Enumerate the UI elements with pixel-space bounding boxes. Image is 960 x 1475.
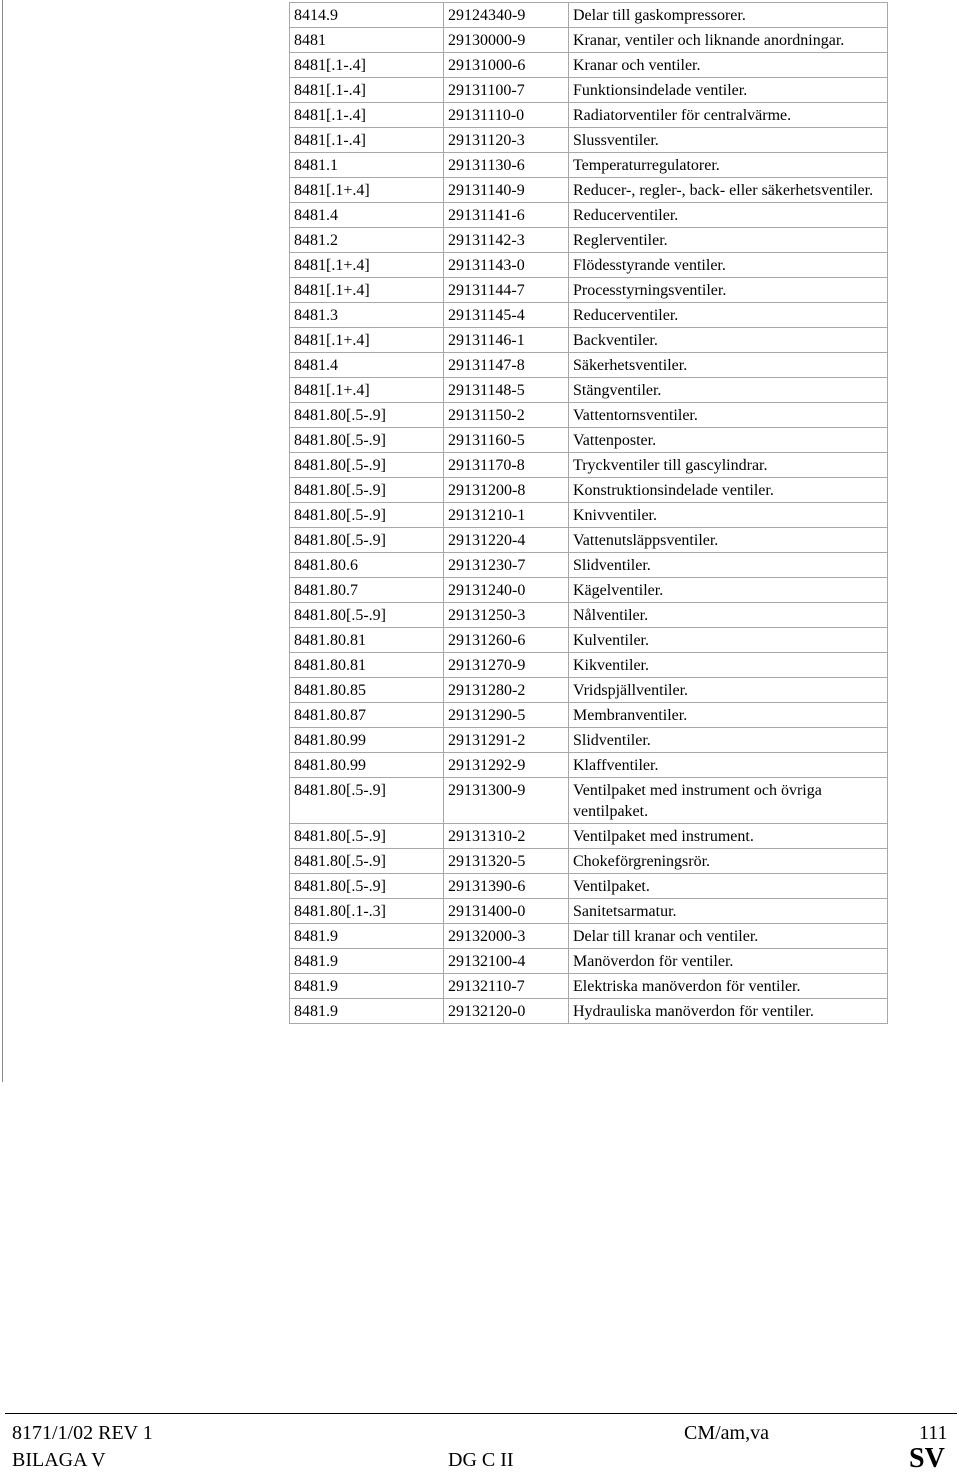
table-row [290, 949, 888, 974]
footer-doc-ref: 8171/1/02 REV 1 [12, 1422, 153, 1444]
table-row [290, 378, 888, 403]
description-cell: Elektriska manöverdon för ventiler. [569, 974, 888, 999]
table-row [290, 653, 888, 678]
footer-dg: DG C II [448, 1449, 514, 1471]
table-row [290, 178, 888, 203]
table-row [290, 78, 888, 103]
table-row [290, 603, 888, 628]
description-cell: Stängventiler. [569, 378, 888, 403]
hs-code-cell: 8481 [290, 28, 444, 53]
cpv-code-cell: 29132000-3 [444, 924, 569, 949]
hs-code-cell: 8481.80[.5-.9] [290, 478, 444, 503]
description-cell: Reglerventiler. [569, 228, 888, 253]
cpv-code-cell: 29131148-5 [444, 378, 569, 403]
table-row [290, 849, 888, 874]
hs-code-cell: 8481.80[.1-.3] [290, 899, 444, 924]
cpv-code-cell: 29131141-6 [444, 203, 569, 228]
table-row [290, 678, 888, 703]
hs-code-cell: 8481[.1-.4] [290, 53, 444, 78]
code-table-container [289, 2, 887, 1024]
cpv-code-cell: 29131250-3 [444, 603, 569, 628]
description-cell: Backventiler. [569, 328, 888, 353]
cpv-code-cell: 29131170-8 [444, 453, 569, 478]
hs-code-cell: 8481.80[.5-.9] [290, 824, 444, 849]
description-cell: Flödesstyrande ventiler. [569, 253, 888, 278]
table-row [290, 628, 888, 653]
cpv-code-cell: 29131320-5 [444, 849, 569, 874]
table-row [290, 128, 888, 153]
hs-code-cell: 8481.9 [290, 924, 444, 949]
description-cell: Ventilpaket med instrument. [569, 824, 888, 849]
cpv-code-cell: 29131240-0 [444, 578, 569, 603]
cpv-code-cell: 29131140-9 [444, 178, 569, 203]
cpv-code-cell: 29131144-7 [444, 278, 569, 303]
hs-code-cell: 8481[.1+.4] [290, 328, 444, 353]
description-cell: Slidventiler. [569, 728, 888, 753]
hs-code-cell: 8481.80.81 [290, 628, 444, 653]
description-cell: Processtyrningsventiler. [569, 278, 888, 303]
hs-code-cell: 8481.9 [290, 949, 444, 974]
hs-code-cell: 8481.1 [290, 153, 444, 178]
table-row [290, 974, 888, 999]
footer-language: SV [909, 1443, 945, 1474]
table-row [290, 328, 888, 353]
hs-code-cell: 8481.80[.5-.9] [290, 528, 444, 553]
cpv-code-cell: 29131270-9 [444, 653, 569, 678]
hs-code-cell: 8481.80[.5-.9] [290, 849, 444, 874]
table-row [290, 503, 888, 528]
description-cell: Kranar och ventiler. [569, 53, 888, 78]
hs-code-cell: 8414.9 [290, 3, 444, 28]
hs-code-cell: 8481.80[.5-.9] [290, 453, 444, 478]
description-cell: Delar till gaskompressorer. [569, 3, 888, 28]
table-row [290, 553, 888, 578]
description-cell: Sanitetsarmatur. [569, 899, 888, 924]
table-row [290, 478, 888, 503]
cpv-code-cell: 29131100-7 [444, 78, 569, 103]
hs-code-cell: 8481.80[.5-.9] [290, 403, 444, 428]
hs-code-cell: 8481.80[.5-.9] [290, 603, 444, 628]
cpv-code-cell: 29131130-6 [444, 153, 569, 178]
hs-code-cell: 8481.80[.5-.9] [290, 874, 444, 899]
footer-rule [5, 1413, 957, 1414]
description-cell: Vridspjällventiler. [569, 678, 888, 703]
description-cell: Membranventiler. [569, 703, 888, 728]
hs-code-cell: 8481.4 [290, 353, 444, 378]
hs-code-cell: 8481[.1+.4] [290, 378, 444, 403]
cpv-code-cell: 29131291-2 [444, 728, 569, 753]
table-row [290, 228, 888, 253]
cpv-code-cell: 29131145-4 [444, 303, 569, 328]
description-cell: Reducerventiler. [569, 303, 888, 328]
table-row [290, 103, 888, 128]
hs-code-cell: 8481.80[.5-.9] [290, 503, 444, 528]
table-row [290, 428, 888, 453]
description-cell: Vattentornsventiler. [569, 403, 888, 428]
description-cell: Delar till kranar och ventiler. [569, 924, 888, 949]
table-row [290, 353, 888, 378]
cpv-code-cell: 29131400-0 [444, 899, 569, 924]
description-cell: Kranar, ventiler och liknande anordningar. [569, 28, 888, 53]
hs-code-cell: 8481.9 [290, 974, 444, 999]
description-cell: Kägelventiler. [569, 578, 888, 603]
table-row [290, 28, 888, 53]
table-row [290, 153, 888, 178]
description-cell: Chokeförgreningsrör. [569, 849, 888, 874]
table-row [290, 278, 888, 303]
description-cell: Reducer-, regler-, back- eller säkerhetsventiler. [569, 178, 888, 203]
table-row [290, 203, 888, 228]
cpv-code-cell: 29131150-2 [444, 403, 569, 428]
cpv-code-cell: 29131300-9 [444, 778, 569, 824]
description-cell: Reducerventiler. [569, 203, 888, 228]
description-cell: Manöverdon för ventiler. [569, 949, 888, 974]
hs-code-cell: 8481.80[.5-.9] [290, 428, 444, 453]
hs-code-cell: 8481[.1+.4] [290, 278, 444, 303]
cpv-code-cell: 29131143-0 [444, 253, 569, 278]
hs-code-cell: 8481.80.6 [290, 553, 444, 578]
description-cell: Temperaturregulatorer. [569, 153, 888, 178]
table-row [290, 899, 888, 924]
cpv-code-cell: 29131142-3 [444, 228, 569, 253]
cpv-code-cell: 29132120-0 [444, 999, 569, 1024]
footer-page-number: 111 [919, 1422, 948, 1444]
hs-code-cell: 8481[.1-.4] [290, 128, 444, 153]
cpv-code-cell: 29131160-5 [444, 428, 569, 453]
cpv-code-cell: 29124340-9 [444, 3, 569, 28]
description-cell: Funktionsindelade ventiler. [569, 78, 888, 103]
left-margin-rule [2, 0, 3, 1082]
cpv-code-cell: 29132100-4 [444, 949, 569, 974]
description-cell: Radiatorventiler för centralvärme. [569, 103, 888, 128]
table-row [290, 403, 888, 428]
description-cell: Nålventiler. [569, 603, 888, 628]
description-cell: Kikventiler. [569, 653, 888, 678]
table-row [290, 874, 888, 899]
description-cell: Slussventiler. [569, 128, 888, 153]
table-row [290, 824, 888, 849]
cpv-code-cell: 29131280-2 [444, 678, 569, 703]
description-cell: Kulventiler. [569, 628, 888, 653]
description-cell: Slidventiler. [569, 553, 888, 578]
cpv-code-cell: 29131230-7 [444, 553, 569, 578]
description-cell: Säkerhetsventiler. [569, 353, 888, 378]
table-row [290, 703, 888, 728]
table-row [290, 999, 888, 1024]
hs-code-cell: 8481.80.85 [290, 678, 444, 703]
description-cell: Klaffventiler. [569, 753, 888, 778]
table-row [290, 3, 888, 28]
table-row [290, 578, 888, 603]
table-row [290, 728, 888, 753]
cpv-code-cell: 29130000-9 [444, 28, 569, 53]
description-cell: Knivventiler. [569, 503, 888, 528]
description-cell: Vattenutsläppsventiler. [569, 528, 888, 553]
cpv-code-cell: 29131200-8 [444, 478, 569, 503]
hs-code-cell: 8481.2 [290, 228, 444, 253]
hs-code-cell: 8481.4 [290, 203, 444, 228]
code-table-body [290, 3, 888, 1024]
hs-code-cell: 8481[.1+.4] [290, 178, 444, 203]
cpv-code-cell: 29131210-1 [444, 503, 569, 528]
cpv-code-cell: 29131110-0 [444, 103, 569, 128]
hs-code-cell: 8481.3 [290, 303, 444, 328]
cpv-code-cell: 29131390-6 [444, 874, 569, 899]
description-cell: Hydrauliska manöverdon för ventiler. [569, 999, 888, 1024]
table-row [290, 924, 888, 949]
hs-code-cell: 8481.80[.5-.9] [290, 778, 444, 824]
description-cell: Vattenposter. [569, 428, 888, 453]
table-row [290, 303, 888, 328]
cpv-code-cell: 29131000-6 [444, 53, 569, 78]
hs-code-cell: 8481[.1-.4] [290, 103, 444, 128]
cpv-code-cell: 29131147-8 [444, 353, 569, 378]
description-cell: Ventilpaket med instrument och övriga ventilpaket. [569, 778, 888, 824]
footer-annex: BILAGA V [12, 1449, 106, 1471]
code-table [289, 2, 888, 1024]
cpv-code-cell: 29131310-2 [444, 824, 569, 849]
hs-code-cell: 8481.80.7 [290, 578, 444, 603]
cpv-code-cell: 29131120-3 [444, 128, 569, 153]
table-row [290, 778, 888, 824]
cpv-code-cell: 29131146-1 [444, 328, 569, 353]
hs-code-cell: 8481.9 [290, 999, 444, 1024]
hs-code-cell: 8481[.1-.4] [290, 78, 444, 103]
cpv-code-cell: 29132110-7 [444, 974, 569, 999]
description-cell: Ventilpaket. [569, 874, 888, 899]
table-row [290, 53, 888, 78]
hs-code-cell: 8481.80.99 [290, 753, 444, 778]
cpv-code-cell: 29131260-6 [444, 628, 569, 653]
hs-code-cell: 8481[.1+.4] [290, 253, 444, 278]
table-row [290, 453, 888, 478]
table-row [290, 528, 888, 553]
hs-code-cell: 8481.80.99 [290, 728, 444, 753]
description-cell: Konstruktionsindelade ventiler. [569, 478, 888, 503]
hs-code-cell: 8481.80.87 [290, 703, 444, 728]
description-cell: Tryckventiler till gascylindrar. [569, 453, 888, 478]
hs-code-cell: 8481.80.81 [290, 653, 444, 678]
footer-initials: CM/am,va [684, 1422, 769, 1444]
cpv-code-cell: 29131290-5 [444, 703, 569, 728]
table-row [290, 253, 888, 278]
cpv-code-cell: 29131292-9 [444, 753, 569, 778]
cpv-code-cell: 29131220-4 [444, 528, 569, 553]
table-row [290, 753, 888, 778]
